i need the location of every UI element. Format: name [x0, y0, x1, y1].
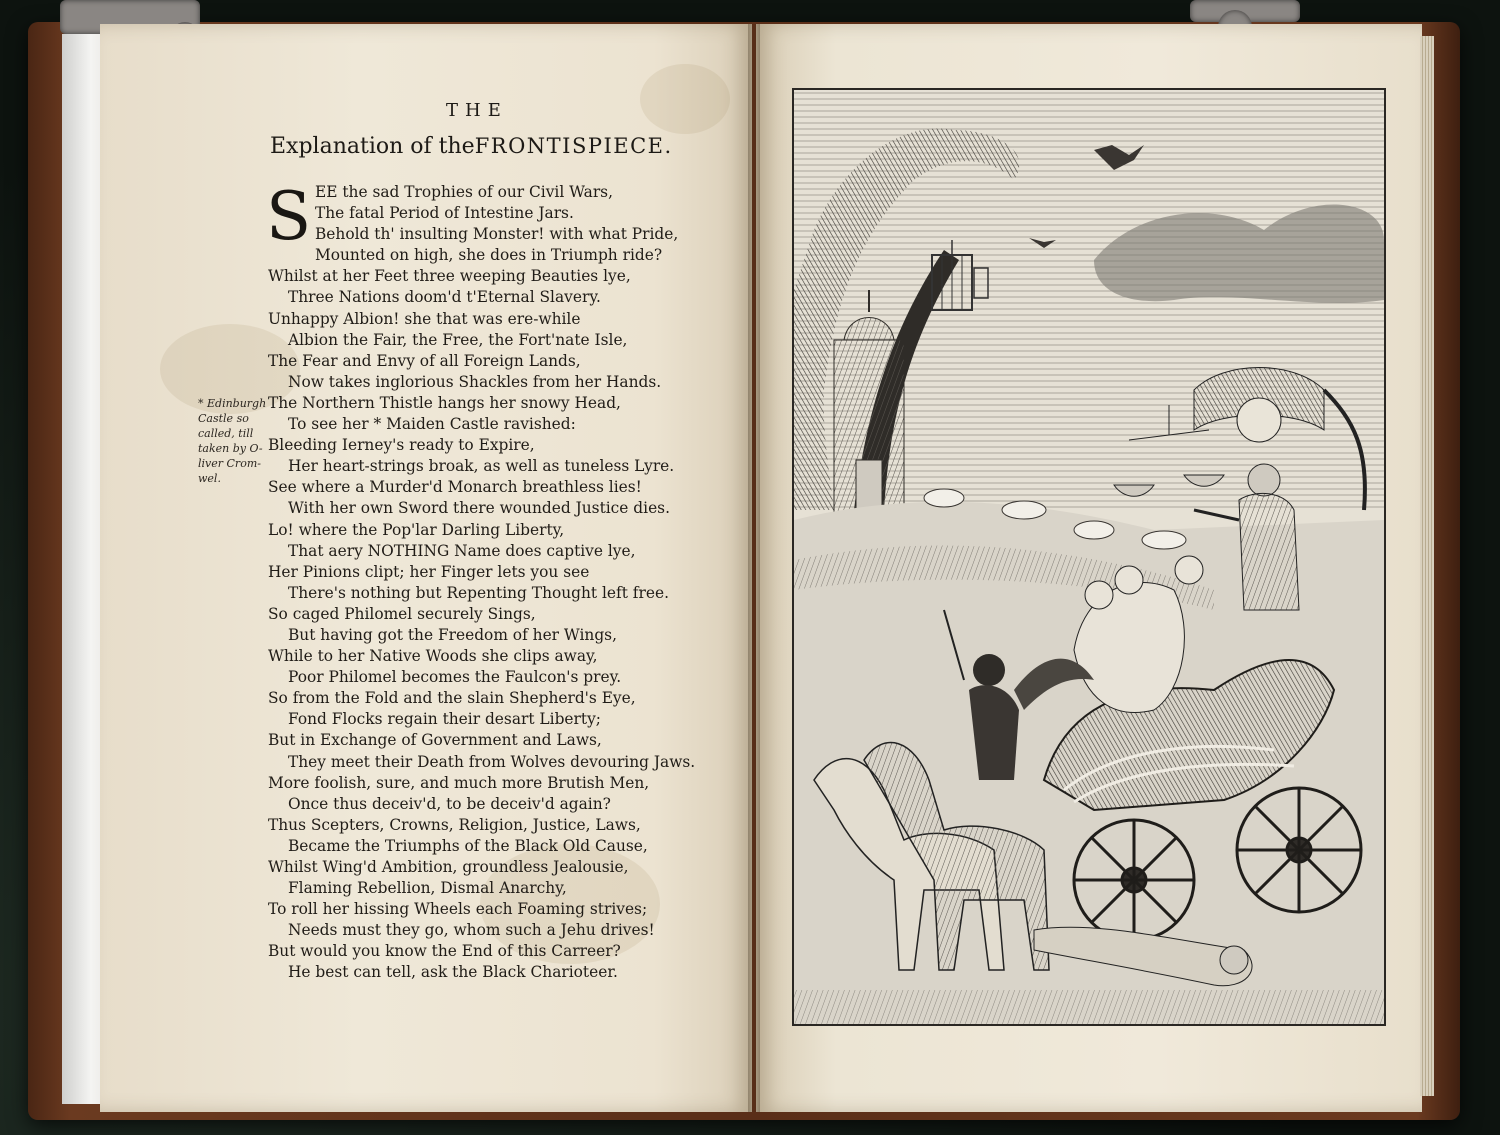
- poem-line: To see her * Maiden Castle ravished:: [288, 415, 576, 434]
- poem-line: The Northern Thistle hangs her snowy Head,: [268, 393, 621, 412]
- poem-line: Thus Scepters, Crowns, Religion, Justice, Laws,: [268, 815, 641, 834]
- heading-title: [270, 134, 700, 159]
- poem-line: Needs must they go, whom such a Jehu drives!: [288, 921, 655, 940]
- side-note-line: liver Crom-: [198, 457, 261, 470]
- poem-line: Now takes inglorious Shackles from her Hands.: [288, 372, 662, 391]
- side-note-line: Castle so: [198, 412, 249, 425]
- poem-line: See where a Murder'd Monarch breathless lies!: [268, 478, 642, 497]
- poem-line: Unhappy Albion! she that was ere-while: [268, 309, 581, 328]
- poem-line: Whilst at her Feet three weeping Beauties lye,: [268, 267, 631, 286]
- poem-line: But would you know the End of this Carreer?: [268, 942, 621, 961]
- poem-line: That aery NOTHING Name does captive lye,: [288, 541, 636, 560]
- poem-line: Flaming Rebellion, Dismal Anarchy,: [288, 879, 567, 898]
- engraving-svg: [794, 90, 1384, 1024]
- poem-line: Fond Flocks regain their desart Liberty;: [288, 710, 601, 729]
- poem-line: So from the Fold and the slain Shepherd's Eye,: [268, 689, 636, 708]
- poem-line: But in Exchange of Government and Laws,: [268, 731, 602, 750]
- poem-line: Became the Triumphs of the Black Old Cause,: [288, 836, 648, 855]
- poem-line: More foolish, sure, and much more Brutish Men,: [268, 773, 650, 792]
- poem-line: While to her Native Woods she clips away,: [268, 647, 598, 666]
- poem-line: Her heart-strings broak, as well as tuneless Lyre.: [288, 457, 675, 476]
- poem-line: The fatal Period of Intestine Jars.: [315, 204, 574, 223]
- poem-line: He best can tell, ask the Black Charioteer.: [288, 963, 618, 982]
- heading-title-start: Explanation of the: [270, 134, 475, 159]
- poem-line: Bleeding Ierney's ready to Expire,: [268, 436, 535, 455]
- side-note-line: * Edinburgh: [198, 397, 267, 410]
- side-note-line: taken by O-: [198, 442, 263, 455]
- side-note: [198, 396, 268, 486]
- side-note-line: called, till: [198, 427, 254, 440]
- poem-line: Behold th' insulting Monster! with what Pride,: [315, 225, 679, 244]
- poem-line: Three Nations doom'd t'Eternal Slavery.: [288, 288, 601, 307]
- poem-line: But having got the Freedom of her Wings,: [288, 625, 617, 644]
- poem-line: Once thus deceiv'd, to be deceiv'd again?: [288, 794, 611, 813]
- poem-line: The Fear and Envy of all Foreign Lands,: [268, 351, 581, 370]
- drop-cap: S: [266, 178, 312, 255]
- frontispiece-engraving: [792, 88, 1386, 1026]
- heading-title-caps: FRONTISPIECE.: [474, 134, 673, 158]
- poem: [266, 178, 698, 984]
- poem-line: Poor Philomel becomes the Faulcon's prey.: [288, 668, 622, 687]
- side-note-line: wel.: [198, 472, 221, 485]
- poem-line: So caged Philomel securely Sings,: [268, 604, 536, 623]
- page-edges-right: [1420, 36, 1434, 1096]
- poem-line: Mounted on high, she does in Triumph ride?: [315, 246, 663, 265]
- poem-line: Lo! where the Pop'lar Darling Liberty,: [268, 520, 565, 539]
- poem-line: EE the sad Trophies of our Civil Wars,: [315, 183, 613, 201]
- poem-line: To roll her hissing Wheels each Foaming strives;: [268, 900, 648, 919]
- poem-line: Her Pinions clipt; her Finger lets you see: [268, 562, 590, 581]
- poem-line: Albion the Fair, the Free, the Fort'nate Isle,: [288, 330, 628, 349]
- poem-line: They meet their Death from Wolves devouring Jaws.: [288, 752, 696, 771]
- ground: [794, 990, 1384, 1024]
- heading-the: THE: [446, 100, 508, 121]
- poem-line: With her own Sword there wounded Justice dies.: [288, 499, 670, 518]
- poem-line: Whilst Wing'd Ambition, groundless Jealousie,: [268, 858, 629, 876]
- poem-line: There's nothing but Repenting Thought left free.: [288, 583, 669, 602]
- gutter: [748, 24, 760, 1112]
